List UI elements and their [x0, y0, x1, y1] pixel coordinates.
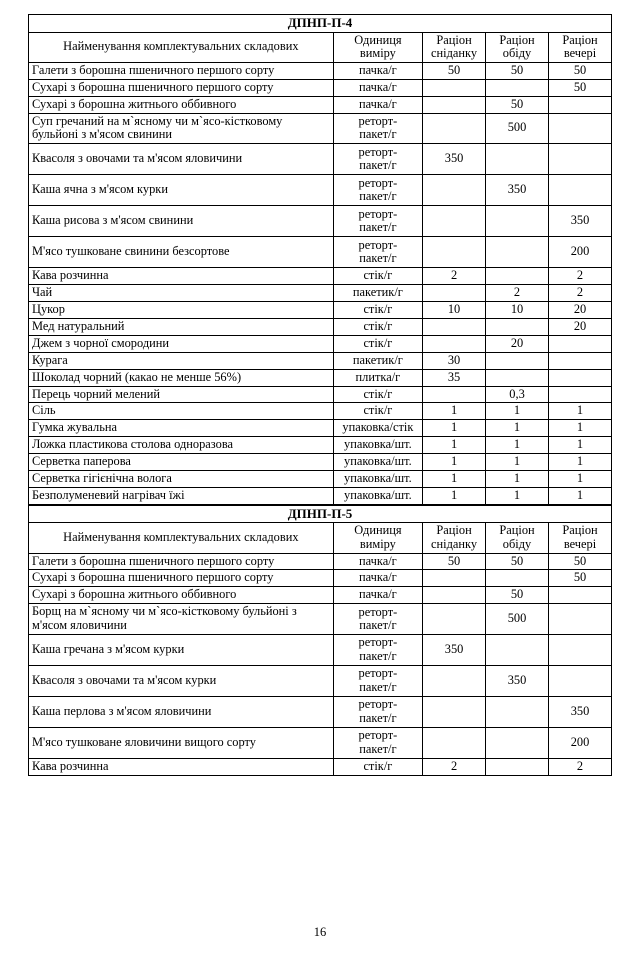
cell-unit-line1: реторт- [358, 237, 398, 252]
cell-unit-line1: реторт- [358, 206, 398, 221]
cell-breakfast-amount: 1 [423, 470, 486, 487]
column-header-dinner-line1: Раціон [562, 523, 598, 538]
table-row [29, 79, 612, 96]
table-title-row [29, 15, 612, 33]
column-header-dinner-line2: вечері [563, 46, 597, 61]
cell-lunch-amount [486, 318, 549, 335]
cell-component-name: Каша гречана з м'ясом курки [29, 635, 334, 666]
cell-dinner-amount: 200 [549, 237, 612, 268]
cell-component-name: Сухарі з борошна пшеничного першого сорту [29, 570, 334, 587]
cell-breakfast-amount [423, 318, 486, 335]
table-row [29, 237, 612, 268]
cell-lunch-amount: 350 [486, 175, 549, 206]
cell-dinner-amount [549, 144, 612, 175]
cell-lunch-amount: 50 [486, 62, 549, 79]
cell-component-name: Каша перлова з м'ясом яловичини [29, 697, 334, 728]
column-header-lunch-line1: Раціон [499, 32, 535, 47]
column-header-dinner [549, 523, 612, 553]
cell-breakfast-amount [423, 113, 486, 144]
table-row [29, 369, 612, 386]
cell-lunch-amount [486, 144, 549, 175]
column-header-unit-line2: виміру [359, 46, 396, 61]
cell-breakfast-amount [423, 206, 486, 237]
cell-lunch-amount: 10 [486, 302, 549, 319]
cell-component-name: Сухарі з борошна пшеничного першого сорту [29, 79, 334, 96]
cell-unit: пакетик/г [333, 352, 422, 369]
cell-component-name: Квасоля з овочами та м'ясом курки [29, 666, 334, 697]
cell-component-name: Серветка гігієнічна волога [29, 470, 334, 487]
cell-breakfast-amount: 50 [423, 62, 486, 79]
cell-lunch-amount [486, 352, 549, 369]
table-row [29, 113, 612, 144]
cell-dinner-amount: 2 [549, 285, 612, 302]
cell-breakfast-amount [423, 604, 486, 635]
cell-lunch-amount: 1 [486, 454, 549, 471]
table-row [29, 759, 612, 776]
page-number: 16 [313, 925, 327, 939]
table-header-row [29, 32, 612, 62]
cell-unit: пачка/г [333, 62, 422, 79]
cell-breakfast-amount: 350 [423, 144, 486, 175]
ration-table-dpnp-p-5 [28, 505, 612, 776]
table-row [29, 635, 612, 666]
cell-unit-line2: пакет/г [359, 127, 397, 142]
cell-dinner-amount: 50 [549, 62, 612, 79]
table-row [29, 403, 612, 420]
cell-lunch-amount [486, 268, 549, 285]
column-header-lunch-line1: Раціон [499, 523, 535, 538]
cell-unit-line1: реторт- [358, 635, 398, 650]
cell-lunch-amount [486, 635, 549, 666]
cell-lunch-amount: 2 [486, 285, 549, 302]
table-body-1 [29, 15, 612, 505]
cell-breakfast-amount: 10 [423, 302, 486, 319]
cell-component-name: Кава розчинна [29, 759, 334, 776]
cell-breakfast-amount: 50 [423, 553, 486, 570]
cell-dinner-amount: 50 [549, 79, 612, 96]
cell-component-name: Каша рисова з м'ясом свинини [29, 206, 334, 237]
cell-lunch-amount: 1 [486, 470, 549, 487]
cell-dinner-amount [549, 96, 612, 113]
cell-unit: упаковка/стік [333, 420, 422, 437]
cell-unit-line1: реторт- [358, 604, 398, 619]
cell-dinner-amount: 1 [549, 454, 612, 471]
table-row [29, 352, 612, 369]
cell-dinner-amount: 350 [549, 697, 612, 728]
cell-lunch-amount: 1 [486, 420, 549, 437]
cell-component-name: Безполуменевий нагрівач їжі [29, 487, 334, 504]
table-row [29, 318, 612, 335]
cell-dinner-amount [549, 369, 612, 386]
cell-component-name: Каша ячна з м'ясом курки [29, 175, 334, 206]
column-header-lunch-line2: обіду [502, 536, 532, 551]
column-header-lunch [486, 32, 549, 62]
cell-dinner-amount: 1 [549, 487, 612, 504]
table-row [29, 96, 612, 113]
table-header-row [29, 523, 612, 553]
cell-dinner-amount [549, 604, 612, 635]
cell-unit [333, 113, 422, 144]
column-header-name: Найменування комплектувальних складових [29, 32, 334, 62]
cell-unit-line2: пакет/г [359, 649, 397, 664]
cell-dinner-amount [549, 386, 612, 403]
cell-dinner-amount [549, 335, 612, 352]
cell-unit: упаковка/шт. [333, 437, 422, 454]
cell-lunch-amount [486, 237, 549, 268]
column-header-breakfast-line1: Раціон [436, 523, 472, 538]
column-header-unit-line1: Одиниця [354, 523, 402, 538]
cell-dinner-amount: 50 [549, 570, 612, 587]
cell-lunch-amount [486, 206, 549, 237]
cell-dinner-amount: 2 [549, 268, 612, 285]
cell-dinner-amount: 2 [549, 759, 612, 776]
table-row [29, 604, 612, 635]
cell-unit-line1: реторт- [358, 144, 398, 159]
cell-dinner-amount [549, 352, 612, 369]
cell-unit: плитка/г [333, 369, 422, 386]
cell-lunch-amount: 500 [486, 113, 549, 144]
cell-breakfast-amount [423, 697, 486, 728]
column-header-lunch [486, 523, 549, 553]
cell-unit-line2: пакет/г [359, 189, 397, 204]
column-header-breakfast [423, 32, 486, 62]
cell-dinner-amount: 1 [549, 470, 612, 487]
cell-unit: стік/г [333, 386, 422, 403]
cell-lunch-amount: 500 [486, 604, 549, 635]
cell-component-name: Мед натуральний [29, 318, 334, 335]
cell-component-name: Кава розчинна [29, 268, 334, 285]
cell-dinner-amount [549, 666, 612, 697]
cell-unit [333, 206, 422, 237]
cell-breakfast-amount [423, 237, 486, 268]
cell-lunch-amount [486, 728, 549, 759]
cell-lunch-amount [486, 369, 549, 386]
column-header-breakfast-line1: Раціон [436, 32, 472, 47]
table-row [29, 587, 612, 604]
column-header-dinner [549, 32, 612, 62]
cell-unit: стік/г [333, 335, 422, 352]
cell-lunch-amount: 20 [486, 335, 549, 352]
cell-unit [333, 635, 422, 666]
cell-unit-line1: реторт- [358, 728, 398, 743]
cell-component-name: Цукор [29, 302, 334, 319]
cell-unit-line2: пакет/г [359, 158, 397, 173]
cell-unit: стік/г [333, 318, 422, 335]
cell-lunch-amount: 1 [486, 487, 549, 504]
cell-breakfast-amount [423, 96, 486, 113]
cell-lunch-amount: 1 [486, 403, 549, 420]
cell-component-name: Серветка паперова [29, 454, 334, 471]
cell-lunch-amount: 50 [486, 553, 549, 570]
cell-unit: пачка/г [333, 96, 422, 113]
cell-component-name: Борщ на м`ясному чи м`ясо-кістковому бульйоні з м'ясом яловичини [29, 604, 334, 635]
table-row [29, 206, 612, 237]
cell-unit: пачка/г [333, 553, 422, 570]
cell-dinner-amount: 50 [549, 553, 612, 570]
cell-component-name: М'ясо тушковане свинини безсортове [29, 237, 334, 268]
table-row [29, 487, 612, 504]
table-row [29, 666, 612, 697]
table-row [29, 697, 612, 728]
column-header-breakfast [423, 523, 486, 553]
table-title: ДПНП-П-5 [29, 505, 612, 523]
cell-lunch-amount: 1 [486, 437, 549, 454]
cell-unit-line2: пакет/г [359, 742, 397, 757]
cell-dinner-amount [549, 635, 612, 666]
table-row [29, 144, 612, 175]
table-row [29, 175, 612, 206]
cell-lunch-amount [486, 570, 549, 587]
column-header-breakfast-line2: сніданку [431, 536, 478, 551]
column-header-unit-line1: Одиниця [354, 32, 402, 47]
cell-unit: пакетик/г [333, 285, 422, 302]
table-title: ДПНП-П-4 [29, 15, 612, 33]
cell-component-name: Чай [29, 285, 334, 302]
cell-lunch-amount [486, 79, 549, 96]
column-header-unit-line2: виміру [359, 536, 396, 551]
cell-unit-line2: пакет/г [359, 251, 397, 266]
cell-unit-line1: реторт- [358, 697, 398, 712]
cell-breakfast-amount: 2 [423, 759, 486, 776]
cell-breakfast-amount [423, 285, 486, 302]
table-row [29, 553, 612, 570]
table-row [29, 437, 612, 454]
cell-dinner-amount: 1 [549, 420, 612, 437]
cell-dinner-amount: 350 [549, 206, 612, 237]
cell-unit-line1: реторт- [358, 113, 398, 128]
cell-unit-line2: пакет/г [359, 618, 397, 633]
cell-lunch-amount: 50 [486, 96, 549, 113]
cell-component-name: Джем з чорної смородини [29, 335, 334, 352]
cell-dinner-amount: 1 [549, 437, 612, 454]
column-header-unit [333, 32, 422, 62]
cell-unit [333, 604, 422, 635]
column-header-breakfast-line2: сніданку [431, 46, 478, 61]
ration-table-dpnp-p-4 [28, 14, 612, 505]
cell-component-name: Курага [29, 352, 334, 369]
table-row [29, 62, 612, 79]
cell-unit: упаковка/шт. [333, 487, 422, 504]
cell-unit-line2: пакет/г [359, 680, 397, 695]
cell-unit: упаковка/шт. [333, 470, 422, 487]
cell-breakfast-amount: 1 [423, 420, 486, 437]
table-row [29, 386, 612, 403]
cell-unit [333, 666, 422, 697]
cell-breakfast-amount [423, 728, 486, 759]
cell-unit-line1: реторт- [358, 175, 398, 190]
cell-lunch-amount [486, 697, 549, 728]
cell-component-name: М'ясо тушковане яловичини вищого сорту [29, 728, 334, 759]
cell-unit: пачка/г [333, 570, 422, 587]
cell-breakfast-amount [423, 570, 486, 587]
column-header-lunch-line2: обіду [502, 46, 532, 61]
cell-unit: стік/г [333, 759, 422, 776]
table-row [29, 335, 612, 352]
cell-breakfast-amount: 35 [423, 369, 486, 386]
cell-breakfast-amount [423, 79, 486, 96]
cell-unit: пачка/г [333, 79, 422, 96]
cell-dinner-amount [549, 175, 612, 206]
table-row [29, 454, 612, 471]
cell-component-name: Перець чорний мелений [29, 386, 334, 403]
table-row [29, 302, 612, 319]
cell-unit: стік/г [333, 268, 422, 285]
cell-breakfast-amount: 2 [423, 268, 486, 285]
cell-breakfast-amount [423, 335, 486, 352]
cell-component-name: Галети з борошна пшеничного першого сорту [29, 553, 334, 570]
table-title-row [29, 505, 612, 523]
cell-dinner-amount: 1 [549, 403, 612, 420]
cell-component-name: Гумка жувальна [29, 420, 334, 437]
cell-unit-line2: пакет/г [359, 220, 397, 235]
cell-component-name: Сіль [29, 403, 334, 420]
table-body-2 [29, 505, 612, 775]
cell-unit: стік/г [333, 403, 422, 420]
cell-breakfast-amount: 30 [423, 352, 486, 369]
cell-dinner-amount [549, 113, 612, 144]
table-row [29, 728, 612, 759]
cell-unit [333, 175, 422, 206]
cell-component-name: Ложка пластикова столова одноразова [29, 437, 334, 454]
cell-component-name: Суп гречаний на м`ясному чи м`ясо-кістковому бульйоні з м'ясом свинини [29, 113, 334, 144]
cell-unit [333, 237, 422, 268]
cell-unit-line2: пакет/г [359, 711, 397, 726]
column-header-unit [333, 523, 422, 553]
cell-unit [333, 728, 422, 759]
cell-unit: стік/г [333, 302, 422, 319]
cell-lunch-amount [486, 759, 549, 776]
cell-unit [333, 697, 422, 728]
cell-component-name: Сухарі з борошна житнього оббивного [29, 96, 334, 113]
table-row [29, 285, 612, 302]
cell-component-name: Сухарі з борошна житнього оббивного [29, 587, 334, 604]
table-row [29, 570, 612, 587]
cell-lunch-amount: 350 [486, 666, 549, 697]
cell-unit [333, 144, 422, 175]
cell-breakfast-amount [423, 587, 486, 604]
table-row [29, 268, 612, 285]
cell-lunch-amount: 0,3 [486, 386, 549, 403]
column-header-dinner-line1: Раціон [562, 32, 598, 47]
cell-unit: упаковка/шт. [333, 454, 422, 471]
cell-component-name: Квасоля з овочами та м'ясом яловичини [29, 144, 334, 175]
cell-breakfast-amount: 1 [423, 403, 486, 420]
cell-breakfast-amount: 1 [423, 487, 486, 504]
cell-lunch-amount: 50 [486, 587, 549, 604]
cell-breakfast-amount: 1 [423, 437, 486, 454]
column-header-dinner-line2: вечері [563, 536, 597, 551]
table-row [29, 420, 612, 437]
cell-breakfast-amount [423, 386, 486, 403]
cell-component-name: Галети з борошна пшеничного першого сорту [29, 62, 334, 79]
column-header-name: Найменування комплектувальних складових [29, 523, 334, 553]
cell-dinner-amount: 20 [549, 318, 612, 335]
cell-component-name: Шоколад чорний (какао не менше 56%) [29, 369, 334, 386]
cell-dinner-amount [549, 587, 612, 604]
cell-breakfast-amount [423, 666, 486, 697]
cell-unit-line1: реторт- [358, 666, 398, 681]
cell-unit: пачка/г [333, 587, 422, 604]
cell-breakfast-amount: 1 [423, 454, 486, 471]
cell-dinner-amount: 200 [549, 728, 612, 759]
cell-breakfast-amount [423, 175, 486, 206]
cell-dinner-amount: 20 [549, 302, 612, 319]
cell-breakfast-amount: 350 [423, 635, 486, 666]
table-row [29, 470, 612, 487]
